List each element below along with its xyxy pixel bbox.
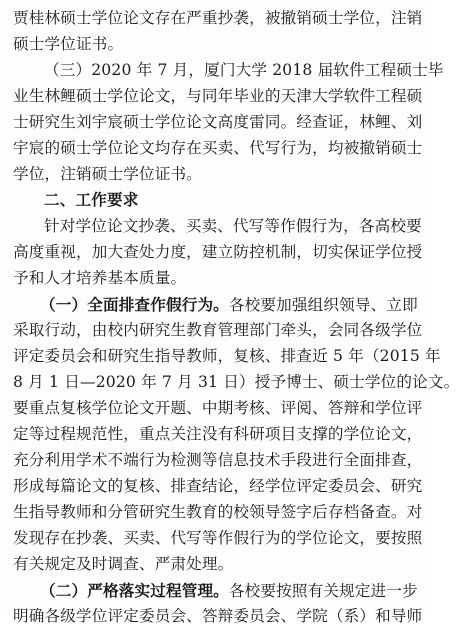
paragraph-line: 定等过程规范性，重点关注没有科研项目支撑的学位论文， [13, 425, 423, 443]
paragraph-text: 各校要按照有关规定进一步 [228, 582, 418, 600]
paragraph-line [40, 577, 430, 604]
paragraph-line: 有关规定及时调查、严肃处理。 [13, 555, 234, 573]
paragraph-line: 学位，注销硕士学位证书。 [13, 165, 202, 183]
paragraph-line: 评定委员会和研究生指导教师，复核、排查近 5 年（2015 年 [13, 347, 441, 365]
paragraph-line: 业生林鲤硕士学位论文，与同年毕业的天津大学软件工程硕 [13, 87, 423, 105]
paragraph-line: 形成每篇论文的复核、排查结论，经学位评定委员会、研究 [13, 477, 423, 495]
paragraph-line: 针对学位论文抄袭、买卖、代写等作假行为，各高校要 [44, 217, 422, 235]
paragraph-line: 宇宸的硕士学位论文均存在买卖、代写行为，均被撤销硕士 [13, 139, 423, 157]
paragraph-line: 士研究生刘宇宸硕士学位论文高度雷同。经查证，林鲤、刘 [13, 113, 423, 131]
paragraph-line: 采取行动，由校内研究生教育管理部门牵头，会同各级学位 [13, 321, 423, 339]
paragraph-line: 予和人才培养基本质量。 [13, 269, 187, 287]
paragraph-line: 高度重视，加大查处力度，建立防控机制，切实保证学位授 [13, 243, 423, 261]
subsection-heading: （一）全面排查作假行为。 [40, 295, 229, 314]
paragraph-line: 充分利用学术不端行为检测等信息技术手段进行全面排查， [13, 451, 423, 469]
paragraph-line: 生指导教师和分管研究生教育的校领导签字后存档备查。对 [13, 503, 423, 521]
subsection-heading: （二）严格落实过程管理。 [40, 581, 229, 600]
paragraph-line: 硕士学位证书。 [13, 35, 124, 53]
paragraph-line: 要重点复核学位论文开题、中期考核、评阅、答辩和学位评 [13, 399, 423, 417]
paragraph-line: 贾桂林硕士学位论文存在严重抄袭，被撤销硕士学位，注销 [13, 9, 423, 27]
paragraph-line: （三）2020 年 7 月，厦门大学 2018 届软件工程硕士毕 [44, 61, 444, 79]
paragraph-line: 发现存在抄袭、买卖、代写等作假行为的学位论文，要按照 [13, 529, 423, 547]
paragraph-line: 8 月 1 日—2020 年 7 月 31 日）授予博士、硕士学位的论文。 [13, 373, 459, 391]
section-heading: 二、工作要求 [44, 191, 139, 209]
paragraph-text: 各校要加强组织领导、立即 [228, 296, 418, 314]
paragraph-line [40, 291, 430, 318]
paragraph-line: 明确各级学位评定委员会、答辩委员会、学院（系）和导师 [13, 607, 423, 625]
